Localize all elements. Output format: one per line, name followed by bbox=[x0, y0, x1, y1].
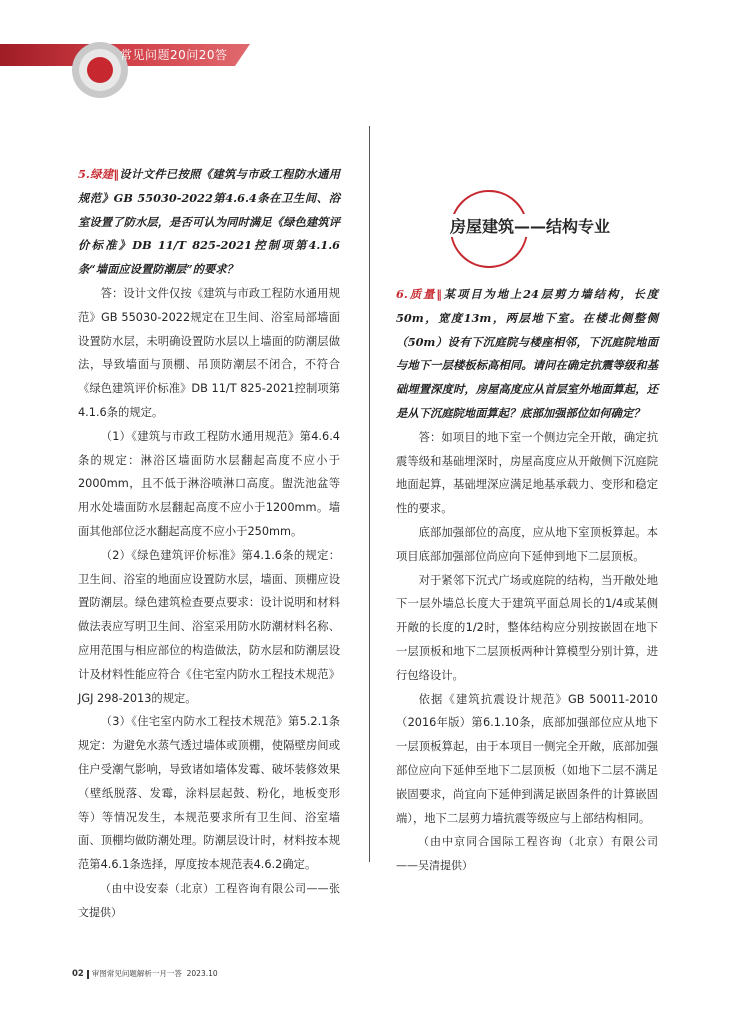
answer-6-credit: （由中京同合国际工程咨询（北京）有限公司——吴清提供） bbox=[396, 835, 658, 873]
question-6 bbox=[396, 283, 658, 426]
question-5-separator: ‖ bbox=[113, 167, 120, 181]
header-banner bbox=[0, 42, 250, 100]
question-5-text: 设计文件已按照《建筑与市政工程防水通用规范》GB 55030-2022第4.6.4条在卫生间、浴室设置了防水层，是否可认为同时满足《绿色建筑评价标准》DB 11/T 825-2021控制项第4.1.6条“墙面应设置防潮层”的要求？ bbox=[78, 167, 340, 277]
answer-5-paragraph: （3）《住宅室内防水工程技术规范》第5.2.1条规定：为避免水蒸气透过墙体或顶棚，使隔壁房间或住户受潮气影响，导致诸如墙体发霉、破坏装修效果（壁纸脱落、发霉，涂料层起鼓、粉化，地板变形等）等情况发生，本规范要求所有卫生间、浴室墙面、顶棚均做防潮处理。防潮层设计时，材料按本规范第4.6.1条选择，厚度按本规范表4.6.2确定。 bbox=[78, 715, 340, 872]
question-5-number: 5.绿建 bbox=[78, 167, 114, 181]
page-number: 02 bbox=[72, 969, 84, 979]
answer-5-credit: （由中设安泰（北京）工程咨询有限公司——张文提供） bbox=[78, 881, 340, 919]
answer-6-paragraph: 底部加强部位的高度，应从地下室顶板算起。本项目底部加强部位尚应向下延伸到地下二层顶板。 bbox=[396, 525, 658, 563]
column-divider bbox=[369, 126, 370, 862]
question-6-number: 6.质量 bbox=[396, 287, 437, 301]
question-6-text: 某项目为地上24层剪力墙结构，长度50m，宽度13m，两层地下室。在楼北侧整侧（50m）设有下沉庭院与楼座相邻，下沉庭院地面与地下一层楼板标高相同。请问在确定抗震等级和基础埋置深度时，房屋高度应从首层室外地面算起，还是从下沉庭院地面算起？底部加强部位如何确定？ bbox=[396, 287, 658, 420]
right-column bbox=[396, 283, 658, 878]
answer-6-paragraph: 答：如项目的地下室一个侧边完全开敞，确定抗震等级和基础埋深时，房屋高度应从开敞侧下沉庭院地面起算，基础埋深应满足地基承载力、变形和稳定性的要求。 bbox=[396, 430, 658, 516]
answer-6-paragraph: 对于紧邻下沉式广场或庭院的结构，当开敞处地下一层外墙总长度大于建筑平面总周长的1/4或某侧开敞的长度的1/2时，整体结构应分别按嵌固在地下一层顶板和地下二层顶板两种计算模型分别计算，进行包络设计。 bbox=[396, 573, 658, 682]
footer-divider bbox=[87, 970, 89, 979]
answer-5-paragraph: 答：设计文件仅按《建筑与市政工程防水通用规范》GB 55030-2022规定在卫生间、浴室局部墙面设置防水层，未明确设置防水层以上墙面的防潮层做法，导致墙面与顶棚、吊顶防潮层不闭合，不符合《绿色建筑评价标准》DB 11/T 825-2021控制项第4.1.6条的规定。 bbox=[78, 286, 340, 419]
question-5 bbox=[78, 163, 340, 282]
question-6-separator: ‖ bbox=[436, 287, 442, 301]
page-footer bbox=[72, 968, 218, 979]
left-column bbox=[78, 163, 340, 925]
answer-5-paragraph: （1）《建筑与市政工程防水通用规范》第4.6.4条的规定：淋浴区墙面防水层翻起高度不应小于2000mm，且不低于淋浴喷淋口高度。盥洗池盆等用水处墙面防水层翻起高度不应小于1200mm。墙面其他部位泛水翻起高度不应小于250mm。 bbox=[78, 429, 340, 538]
section-heading bbox=[430, 190, 620, 270]
issue-date: 2023.10 bbox=[186, 969, 218, 978]
answer-6-paragraph: 依据《建筑抗震设计规范》GB 50011-2010（2016年版）第6.1.10条，底部加强部位应从地下一层顶板算起，由于本项目一侧完全开敞，底部加强部位应向下延伸至地下二层顶板（如地下二层不满足嵌固要求，尚宜向下延伸到满足嵌固条件的计算嵌固端），地下二层剪力墙抗震等级应与上部结构相同。 bbox=[396, 692, 658, 825]
banner-logo-red-dot bbox=[87, 57, 113, 83]
header-title: 常见问题20问20答 bbox=[120, 48, 228, 62]
journal-name: 审图常见问题解析一月一答 bbox=[91, 969, 182, 978]
section-title: 房屋建筑——结构专业 bbox=[446, 214, 614, 237]
answer-5-paragraph: （2）《绿色建筑评价标准》第4.1.6条的规定：卫生间、浴室的地面应设置防水层，墙面、顶棚应设置防潮层。绿色建筑检查要点要求：设计说明和材料做法表应写明卫生间、浴室采用防水防潮材料名称、应用范围与相应部位的构造做法，防水层和防潮层设计及材料性能应符合《住宅室内防水工程技术规范》JGJ 298-2013的规定。 bbox=[78, 548, 340, 705]
